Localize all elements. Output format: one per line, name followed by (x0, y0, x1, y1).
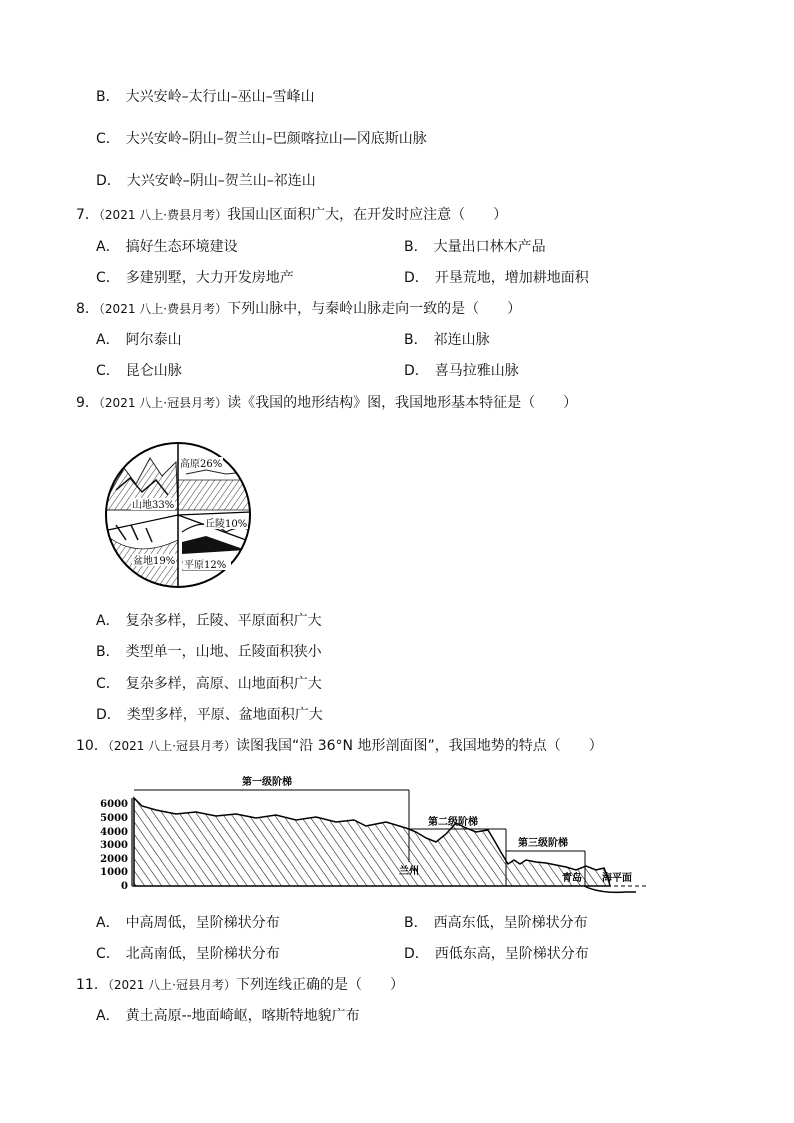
q9-option-c[interactable]: C． 复杂多样，高原、山地面积广大 (96, 676, 322, 692)
q8-option-c[interactable]: C． 昆仑山脉 (96, 363, 182, 379)
label-plain: 平原12% (184, 560, 227, 571)
label-qingdao: 青岛 (562, 873, 582, 884)
q8-option-b[interactable]: B． 祁连山脉 (404, 332, 490, 348)
terrain-profile-figure (96, 768, 652, 900)
label-mountain: 山地33% (132, 500, 175, 511)
q7-option-c[interactable]: C． 多建别墅，大力开发房地产 (96, 270, 294, 286)
question-9: 9．（2021 八上·冠县月考）读《我国的地形结构》图，我国地形基本特征是（ ） (76, 395, 578, 411)
q10-option-b[interactable]: B． 西高东低，呈阶梯状分布 (404, 915, 588, 931)
label-lanzhou: 兰州 (399, 866, 419, 877)
y-tick-6000: 6000 (100, 799, 128, 810)
terrain-structure-figure (96, 440, 260, 590)
y-tick-3000: 3000 (100, 840, 128, 851)
q10-option-c[interactable]: C． 北高南低，呈阶梯状分布 (96, 946, 280, 962)
q8-option-a[interactable]: A． 阿尔泰山 (96, 332, 182, 348)
q10-option-a[interactable]: A． 中高周低，呈阶梯状分布 (96, 915, 280, 931)
q7-option-b[interactable]: B． 大量出口林木产品 (404, 239, 546, 255)
y-tick-1000: 1000 (100, 867, 128, 878)
label-step-3: 第三级阶梯 (518, 838, 568, 849)
q8-option-d[interactable]: D． 喜马拉雅山脉 (404, 363, 519, 379)
q9-option-a[interactable]: A． 复杂多样，丘陵、平原面积广大 (96, 613, 322, 629)
label-basin: 盆地19% (133, 556, 176, 567)
q11-option-a[interactable]: A． 黄土高原--地面崎岖，喀斯特地貌广布 (96, 1008, 360, 1024)
question-11: 11．（2021 八上·冠县月考）下列连线正确的是（ ） (76, 977, 404, 993)
y-tick-2000: 2000 (100, 854, 128, 865)
q9-option-d[interactable]: D． 类型多样，平原、盆地面积广大 (96, 707, 323, 723)
label-sea-level: 海平面 (602, 873, 632, 884)
q7-option-d[interactable]: D． 开垦荒地，增加耕地面积 (404, 270, 589, 286)
y-tick-5000: 5000 (100, 813, 128, 824)
question-8: 8．（2021 八上·费县月考）下列山脉中，与秦岭山脉走向一致的是（ ） (76, 301, 522, 317)
label-step-1: 第一级阶梯 (242, 777, 292, 788)
q10-option-d[interactable]: D． 西低东高，呈阶梯状分布 (404, 946, 589, 962)
q7-option-a[interactable]: A． 搞好生态环境建设 (96, 239, 238, 255)
question-7: 7．（2021 八上·费县月考）我国山区面积广大，在开发时应注意（ ） (76, 207, 508, 223)
question-10: 10．（2021 八上·冠县月考）读图我国“沿 36°N 地形剖面图”，我国地势的特点（ ） (76, 738, 603, 754)
y-tick-0: 0 (121, 881, 128, 892)
q9-option-b[interactable]: B． 类型单一，山地、丘陵面积狭小 (96, 644, 322, 660)
label-plateau: 高原26% (180, 459, 223, 470)
option-d-prev[interactable]: D． 大兴安岭–阴山–贺兰山–祁连山 (96, 173, 316, 189)
option-b-prev[interactable]: B． 大兴安岭–太行山–巫山–雪峰山 (96, 89, 315, 105)
label-step-2: 第二级阶梯 (428, 817, 478, 828)
y-tick-4000: 4000 (100, 827, 128, 838)
option-c-prev[interactable]: C． 大兴安岭–阴山–贺兰山–巴颜喀拉山—冈底斯山脉 (96, 131, 427, 147)
label-hill: 丘陵10% (205, 519, 248, 530)
